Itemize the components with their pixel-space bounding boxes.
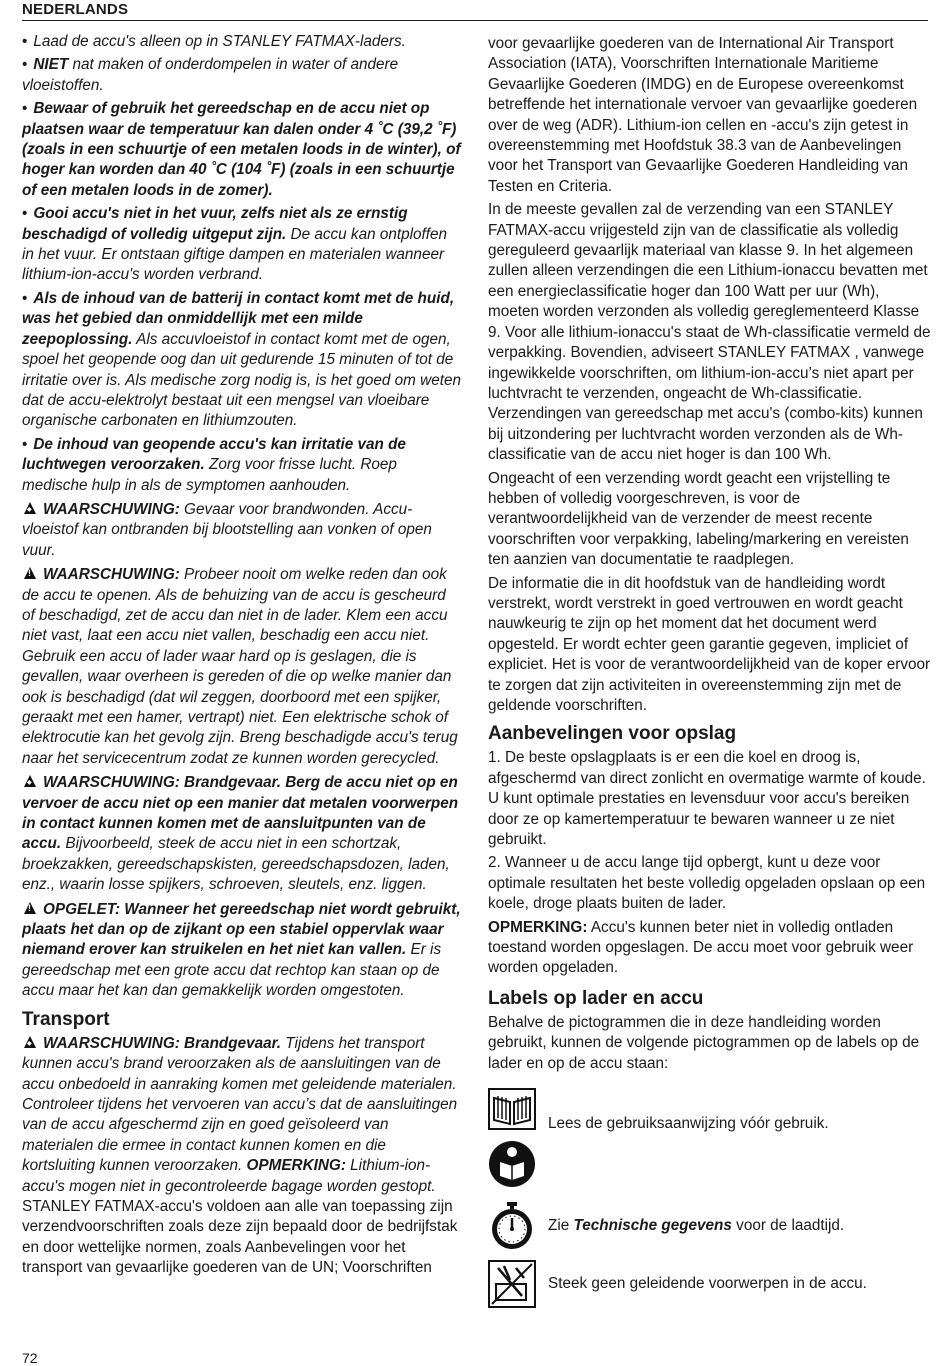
- paragraph-shipping: In de meeste gevallen zal de verzending van een STANLEY FATMAX-accu vrijgesteld zijn van de classificatie als volledig gereguleerd gevaarlijk materiaal van klasse 9. In het algemeen zullen alleen verzendingen die een Lithium-ionaccu bevatten met een energieclassificatie hoger dan 100 Watt per uur (Wh), moeten worden verzonden als volledig gereglementeerd Klasse 9. Voor alle lithium-ionaccu's staat de Wh-classificatie vermeld de verpakking. Bovendien, adviseert STANLEY FATMAX , vanwege ingewikkelde voorschriften, om lithium-ion-accu’s niet apart per luchtvracht te verzenden, ongeacht de Wh-classificatie. Verzendingen van gereedschap met accu's (combo-kits) kunnen bij uitzondering per luchtvracht worden verzonden als de Wh-classificatie van de accu niet hoger is dan 100 Wh.: [488, 201, 931, 464]
- transport-regulations: STANLEY FATMAX-accu's voldoen aan alle van toepassing zijn verzendvoorschriften zoals deze zijn bepaald door de bedrijfstak en door wettelijke normen, zoals Aanbevelingen voor het transport van gevaarlijke goederen van de UN; Voorschriften: [22, 1197, 458, 1277]
- warning-storage-fire: ◆WAARSCHUWING: Brandgevaar. Berg de accu niet op en vervoer de accu niet op een manier dat metalen voorwerpen in contact kunnen komen met de aansluitpunten van de accu. Bijvoorbeeld, steek de accu niet in een schortzak, broekzakken, gereedschapskisten, gereedschapsdozen, laden, enz., waarin losse spijkers, schroeven, sleutels, enz. liggen.: [22, 773, 462, 895]
- warning-burns: ◆WAARSCHUWING: Gevaar voor brandwonden. Accu-vloeistof kan ontbranden bij blootstelling aan vonken of open vuur.: [22, 500, 462, 561]
- transport-heading: Transport: [22, 1008, 110, 1030]
- fire-warning-icon: [24, 775, 36, 787]
- page-header: [22, 0, 928, 21]
- storage-note: OPMERKING: Accu's kunnen beter niet in volledig ontladen toestand worden opgeslagen. De accu moet voor gebruik weer worden opgeladen.: [488, 918, 914, 977]
- warning-icon: [24, 567, 36, 579]
- warning-icon: [24, 902, 36, 914]
- language-label: NEDERLANDS: [22, 1, 129, 18]
- paragraph-regulations: voor gevaarlijke goederen van de International Air Transport Association (IATA), Voorschriften Internationale Maritieme Gevaarlijke Goederen (IMDG) en de Europese overeenkomst betreffende het internationale vervoer van gevaarlijke goederen over de weg (ADR). Lithium-ion cellen en -accu's zijn getest in overeenstemming met Hoofdstuk 38.3 van de Aanbevelingen voor het Transport van Gevaarlijke Goederen Handleiding van Testen en Criteria.: [488, 35, 918, 195]
- caution-placement: !OPGELET: Wanneer het gereedschap niet wordt gebruikt, plaats het dan op de zijkant op een stabiel oppervlak waar niemand erover kan struikelen en het niet kan vallen. Er is gereedschap met een grote accu dat rechtop kan staan op de accu maar het kan dan gemakkelijk worden omgestoten.: [22, 900, 462, 1002]
- read-manual-icon: [488, 1140, 536, 1188]
- right-column: [488, 34, 932, 1308]
- icon-technical-text: Zie Technische gegevens voor de laadtijd.: [548, 1216, 845, 1234]
- storage-heading: Aanbevelingen voor opslag: [488, 723, 737, 745]
- bullet-water: • NIET nat maken of onderdompelen in water of andere vloeistoffen.: [22, 55, 462, 96]
- bullet-charge: • Laad de accu's alleen op in STANLEY FATMAX-laders.: [22, 32, 462, 52]
- no-conductive-objects-icon: [488, 1260, 536, 1308]
- page-number: 72: [22, 1350, 38, 1366]
- storage-item-1: 1. De beste opslagplaats is er een die koel en droog is, afgeschermd van direct zonlicht en overmatige warmte of koude. U kunt optimale prestaties en levensduur voor accu's bereiken door ze op kamertemperatuur te bewaren wanneer u ze niet gebruikt.: [488, 749, 926, 849]
- icon-manual-text: Lees de gebruiksaanwijzing vóór gebruik.: [548, 1114, 829, 1132]
- fire-warning-icon: [24, 1036, 36, 1048]
- fire-warning-icon: [24, 502, 36, 514]
- bullet-fire: • Gooi accu's niet in het vuur, zelfs niet als ze ernstig beschadigd of volledig uitgeput zijn. De accu kan ontploffen in het vuur. Er ontstaan giftige dampen en materialen wanneer lithium-ion-accu's worden verbrand.: [22, 204, 462, 286]
- left-column: [22, 32, 462, 1279]
- icon-row-conductive: [488, 1260, 932, 1308]
- warning-open-battery: !WAARSCHUWING: Probeer nooit om welke reden dan ook de accu te openen. Als de behuizing van de accu is gescheurd of beschadigd, zet de accu dan niet in de lader. Klem een accu niet vast, laat een accu niet vallen, beschadig een accu niet. Gebruik een accu of lader waar hard op is geslagen, die is gevallen, waar overheen is gereden of die op welke manier dan ook is beschadigd (dat wil zeggen, doorboord met een spijker, geraakt met een hamer, vertrapt) niet. Een elektrische schok of elektrocutie kan het gevolg zijn. Breng beschadigde accu's terug naar het servicecentrum zodat ze kunnen worden gerecycled.: [22, 565, 462, 769]
- bullet-temperature: • Bewaar of gebruik het gereedschap en de accu niet op plaatsen waar de temperatuur kan dalen onder 4 ˚C (39,2 ˚F) (zoals in een schuurtje of een metalen loods in de winter), of hoger kan worden dan 40 ˚C (104 ˚F) (zoals in een schuurtje of een metalen loods in de zomer).: [22, 99, 462, 201]
- paragraph-disclaimer: De informatie die in dit hoofdstuk van de handleiding wordt verstrekt, wordt verstrekt in goed vertrouwen en wordt geacht nauwkeurig te zijn op het moment dat het document werd opgesteld. Er wordt echter geen garantie gegeven, impliciet of expliciet. Het is voor de verantwoordelijkheid van de koper ervoor te zorgen dat zijn activiteiten in overeenstemming zijn met de geldende voorschriften.: [488, 574, 931, 714]
- icon-row-manual: [488, 1088, 932, 1188]
- labels-intro: Behalve de pictogrammen die in deze handleiding worden gebruikt, kunnen de volgende pictogrammen op de labels op de lader en op de accu staan:: [488, 1013, 920, 1072]
- icon-row-technical: [488, 1202, 932, 1250]
- labels-heading: Labels op lader en accu: [488, 987, 704, 1009]
- stopwatch-icon: [488, 1202, 536, 1250]
- icon-conductive-text: Steek geen geleidende voorwerpen in de accu.: [548, 1274, 867, 1292]
- bullet-skin-contact: • Als de inhoud van de batterij in contact komt met de huid, was het gebied dan onmiddellijk met een milde zeepoplossing. Als accuvloeistof in contact komt met de ogen, spoel het geopende oog dan uit gedurende 15 minuten of tot de irritatie over is. Als medische zorg nodig is, is het goed om weten dat de accu-elektrolyt bestaat uit een mengsel van vloeibare organische carbonaten en lithiumzouten.: [22, 289, 462, 432]
- storage-item-2: 2. Wanneer u de accu lange tijd opbergt, kunt u deze voor optimale resultaten het beste volledig opgeladen opslaan op een koele, droge plaats buiten de lader.: [488, 854, 926, 913]
- open-book-icon: [488, 1088, 536, 1136]
- bullet-irritation: • De inhoud van geopende accu's kan irritatie van de luchtwegen veroorzaken. Zorg voor frisse lucht. Roep medische hulp in als de symptomen aanhouden.: [22, 435, 462, 496]
- paragraph-exemption: Ongeacht of een verzending wordt geacht een vrijstelling te hebben of volledig voorgeschreven, is voor de verantwoordelijkheid van de verzender de meest recente voorschriften voor verpakking, labeling/markering en vereisten ten aanzien van documentatie te raadplegen.: [488, 469, 909, 569]
- transport-warning: ◆WAARSCHUWING: Brandgevaar. Tijdens het transport kunnen accu's brand veroorzaken als de aansluitingen van de accu onbedoeld in aanraking komen met geleidende materialen. Controleer tijdens het vervoeren van accu’s dat de aansluitingen van de accu afgeschermd zijn en goed geïsoleerd van materialen die ermee in contact kunnen komen en die kortsluiting kunnen veroorzaken. OPMERKING: Lithium-ion-accu's mogen niet in gecontroleerde bagage worden gestopt.: [22, 1034, 462, 1197]
